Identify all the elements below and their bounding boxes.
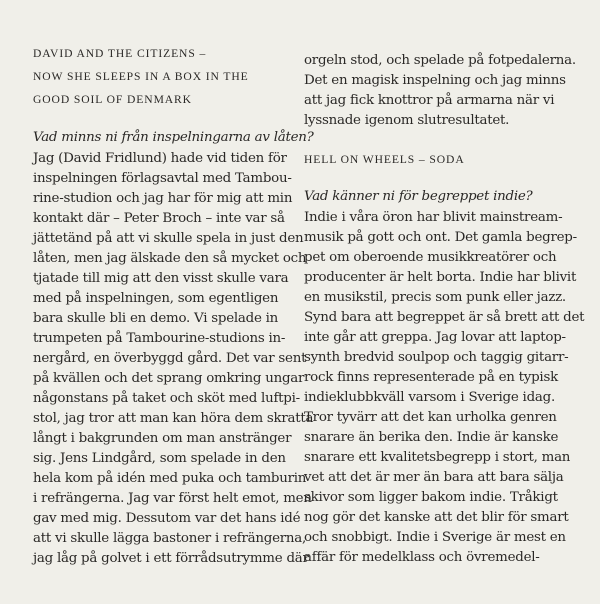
right-answer-line: pet om oberoende musikkreatörer och xyxy=(304,250,557,265)
left-question: Vad minns ni från inspelningarna av låten? xyxy=(33,130,314,145)
left-answer-line: med på inspelningen, som egentligen xyxy=(33,291,279,306)
right-answer-line: Synd bara att begreppet är så brett att det xyxy=(304,310,585,325)
left-heading-line: DAVID AND THE CITIZENS – xyxy=(33,47,207,60)
left-answer-line: på kvällen och det sprang omkring ungar xyxy=(33,371,305,386)
left-answer-line: inspelningen förlagsavtal med Tambou- xyxy=(33,171,292,186)
left-answer-line: jag låg på golvet i ett förrådsutrymme där xyxy=(33,551,309,566)
right-question: Vad känner ni för begreppet indie? xyxy=(304,189,533,204)
left-answer-line: stol, jag tror att man kan höra dem skratta xyxy=(33,411,314,426)
left-answer-line: kontakt där – Peter Broch – inte var så xyxy=(33,211,285,226)
left-heading-line: GOOD SOIL OF DENMARK xyxy=(33,93,192,106)
right-answer-line: snarare ett kvalitetsbegrepp i stort, man xyxy=(304,450,571,465)
left-answer-line: någonstans på taket och sköt med luftpi- xyxy=(33,391,300,406)
right-heading: HELL ON WHEELS – SODA xyxy=(304,153,465,166)
right-answer-line: musik på gott och ont. Det gamla begrep- xyxy=(304,230,577,245)
left-answer-line: tjatade till mig att den visst skulle vara xyxy=(33,271,289,286)
left-answer-line: bara skulle bli en demo. Vi spelade in xyxy=(33,311,279,326)
left-answer-line: Jag (David Fridlund) hade vid tiden för xyxy=(33,151,287,166)
left-answer-line: låten, men jag älskade den så mycket och xyxy=(33,251,307,266)
right-continued-line: att jag fick knottror på armarna när vi xyxy=(304,93,555,108)
right-answer-line: nog gör det kanske att det blir för smart xyxy=(304,510,569,525)
right-answer-line: affär för medelklass och övremedel- xyxy=(304,550,540,565)
right-continued-line: Det en magisk inspelning och jag minns xyxy=(304,73,566,88)
left-answer-line: i refrängerna. Jag var först helt emot, men xyxy=(33,491,312,506)
left-answer-line: långt i bakgrunden om man anstränger xyxy=(33,431,292,446)
left-answer-line: hela kom på idén med puka och tamburin xyxy=(33,471,307,486)
left-answer-line: gav med mig. Dessutom var det hans idé xyxy=(33,511,301,526)
right-answer-line: skivor som ligger bakom indie. Tråkigt xyxy=(304,490,558,505)
right-answer-line: Tror tyvärr att det kan urholka genren xyxy=(304,410,557,425)
right-answer-line: och snobbigt. Indie i Sverige är mest en xyxy=(304,530,566,545)
left-answer-line: jättetänd på att vi skulle spela in just den xyxy=(33,231,304,246)
left-answer-line: rine-studion och jag har för mig att min xyxy=(33,191,293,206)
right-answer-line: inte går att greppa. Jag lovar att laptop- xyxy=(304,330,566,345)
right-answer-line: synth bredvid soulpop och taggig gitarr- xyxy=(304,350,569,365)
right-answer-line: rock finns representerade på en typisk xyxy=(304,370,558,385)
right-answer-line: Indie i våra öron har blivit mainstream- xyxy=(304,210,563,225)
right-continued-line: orgeln stod, och spelade på fotpedalerna. xyxy=(304,53,576,68)
left-answer-line: att vi skulle lägga bastoner i refrängerna, xyxy=(33,531,307,546)
left-heading-line: NOW SHE SLEEPS IN A BOX IN THE xyxy=(33,70,249,83)
right-continued-line: lyssnade igenom slutresultatet. xyxy=(304,113,510,128)
left-answer-line: sig. Jens Lindgård, som spelade in den xyxy=(33,451,286,466)
left-answer-line: trumpeten på Tambourine-studions in- xyxy=(33,331,286,346)
left-answer-line: nergård, en överbyggd gård. Det var sent xyxy=(33,351,307,366)
right-answer-line: indieklubbkväll varsom i Sverige idag. xyxy=(304,390,555,405)
right-answer-line: en musikstil, precis som punk eller jazz. xyxy=(304,290,566,305)
right-answer-line: snarare än berika den. Indie är kanske xyxy=(304,430,559,445)
right-answer-line: vet att det är mer än bara att bara sälja xyxy=(304,470,564,485)
right-answer-line: producenter är helt borta. Indie har blivit xyxy=(304,270,577,285)
